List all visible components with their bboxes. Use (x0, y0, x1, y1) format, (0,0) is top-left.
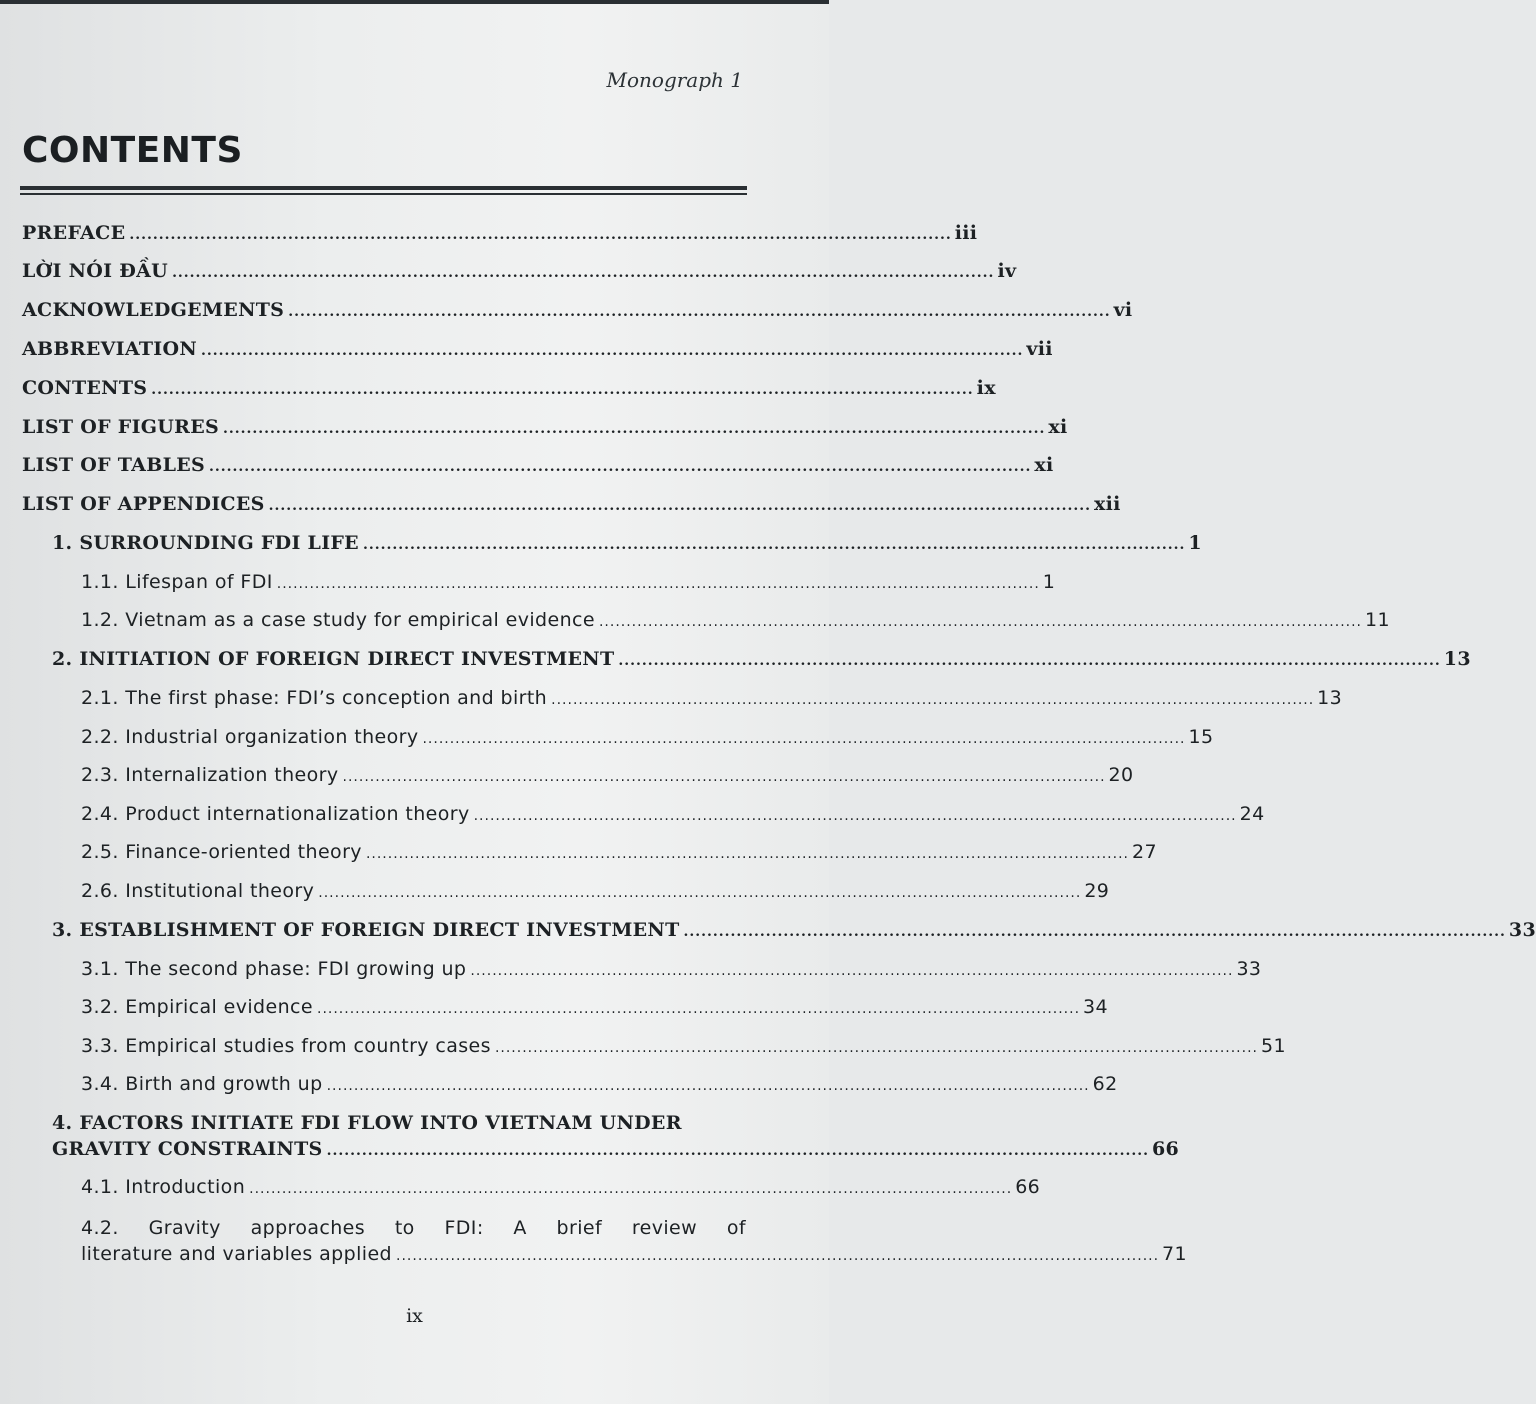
toc-entry-label: 2.2. Industrial organization theory (81, 726, 419, 748)
toc-entry-label: 2.6. Institutional theory (81, 880, 315, 902)
toc-entry-page: ix (976, 377, 996, 399)
toc-section-3-4[interactable] (81, 1073, 1118, 1103)
toc-entry-label: LIST OF TABLES (22, 454, 206, 476)
toc-entry-list-of-appendices[interactable] (22, 493, 1121, 523)
dot-leader: ............................................................................................................................................ (268, 498, 1092, 514)
dot-leader: ............................................................................................................................................ (551, 692, 1315, 708)
dot-leader: ............................................................................................................................................ (318, 885, 1082, 901)
dot-leader: ............................................................................................................................................ (249, 1181, 1013, 1197)
toc-entry-label: 1.2. Vietnam as a case study for empirical evidence (81, 609, 595, 631)
toc-word: Gravity (148, 1217, 221, 1239)
dot-leader: ............................................................................................................................................ (276, 576, 1040, 592)
toc-section-2-6[interactable] (81, 880, 1110, 910)
toc-section-1-2[interactable] (81, 609, 1390, 639)
toc-entry-page: 15 (1188, 726, 1214, 748)
toc-entry-page: 1 (1188, 532, 1202, 554)
toc-entry-label: 3.2. Empirical evidence (81, 996, 313, 1018)
toc-section-2-2[interactable] (81, 726, 1214, 756)
toc-entry-label: 3.4. Birth and growth up (81, 1073, 323, 1095)
dot-leader: ............................................................................................................................................ (396, 1248, 1160, 1264)
dot-leader: ............................................................................................................................................ (365, 846, 1129, 862)
toc-word: 4.2. (81, 1217, 119, 1239)
toc-word: approaches (250, 1217, 366, 1239)
dot-leader: ............................................................................................................................................ (618, 653, 1441, 669)
page-number: ix (406, 1305, 423, 1327)
toc-entry-page: 24 (1239, 803, 1265, 825)
toc-word: of (726, 1217, 746, 1239)
toc-entry-label: 2.5. Finance-oriented theory (81, 841, 362, 863)
dot-leader: ............................................................................................................................................ (494, 1040, 1258, 1056)
dot-leader: ............................................................................................................................................ (151, 382, 974, 398)
dot-leader: ............................................................................................................................................ (129, 227, 952, 243)
dot-leader: ............................................................................................................................................ (201, 343, 1024, 359)
dot-leader: ............................................................................................................................................ (422, 731, 1186, 747)
dot-leader: ............................................................................................................................................ (172, 265, 995, 281)
toc-entry-page: 66 (1151, 1138, 1179, 1160)
toc-entry-page: xi (1048, 416, 1068, 438)
toc-entry-label: CONTENTS (22, 377, 148, 399)
toc-entry-abbreviation[interactable] (22, 338, 1053, 368)
toc-entry-page: iii (954, 222, 978, 244)
dot-leader: ............................................................................................................................................ (598, 614, 1363, 630)
toc-entry-page: xi (1034, 454, 1054, 476)
toc-entry-label: LIST OF FIGURES (22, 416, 220, 438)
dot-leader: ............................................................................................................................................ (342, 769, 1106, 785)
page-title: CONTENTS (22, 130, 243, 171)
toc-entry-list-of-figures[interactable] (22, 416, 1068, 446)
dot-leader: ............................................................................................................................................ (326, 1078, 1090, 1094)
toc-word: to (394, 1217, 415, 1239)
toc-entry-page: 34 (1083, 996, 1109, 1018)
toc-word: review (631, 1217, 698, 1239)
toc-entry-page: vi (1113, 299, 1133, 321)
toc-entry-label-line2: literature and variables applied (81, 1243, 393, 1265)
toc-chapter-1[interactable] (52, 532, 1202, 562)
toc-entry-label: LIST OF APPENDICES (22, 493, 265, 515)
toc-chapter-4[interactable] (52, 1110, 1179, 1164)
toc-section-2-5[interactable] (81, 841, 1157, 871)
toc-entry-page: 29 (1084, 880, 1110, 902)
toc-entry-contents[interactable] (22, 377, 996, 407)
dot-leader: ............................................................................................................................................ (209, 459, 1032, 475)
toc-entry-page: 13 (1317, 687, 1343, 709)
toc-entry-page: 20 (1108, 764, 1134, 786)
toc-entry-loi-noi-dau[interactable] (22, 260, 1017, 290)
toc-entry-page: 11 (1365, 609, 1390, 631)
toc-section-3-3[interactable] (81, 1035, 1286, 1065)
toc-entry-label: 2.1. The first phase: FDI’s conception and birth (81, 687, 548, 709)
toc-entry-list-of-tables[interactable] (22, 454, 1054, 484)
toc-entry-label-line1: 4. FACTORS INITIATE FDI FLOW INTO VIETNAM UNDER (52, 1112, 682, 1134)
toc-entry-label: 2.4. Product internationalization theory (81, 803, 470, 825)
toc-entry-page: 71 (1162, 1243, 1188, 1265)
toc-entry-label: 2.3. Internalization theory (81, 764, 339, 786)
toc-entry-label: 1.1. Lifespan of FDI (81, 571, 273, 593)
toc-entry-label: 2. INITIATION OF FOREIGN DIRECT INVESTMENT (52, 648, 615, 670)
toc-entry-acknowledgements[interactable] (22, 299, 1133, 329)
toc-word: A (513, 1217, 527, 1239)
toc-section-4-2[interactable] (81, 1215, 1188, 1269)
toc-chapter-2[interactable] (52, 648, 1471, 678)
dot-leader: ............................................................................................................................................ (326, 1143, 1149, 1159)
toc-entry-page: 27 (1131, 841, 1157, 863)
toc-entry-preface[interactable] (22, 222, 978, 252)
toc-entry-page: 13 (1443, 648, 1471, 670)
toc-section-3-1[interactable] (81, 958, 1262, 988)
toc-word: FDI: (444, 1217, 484, 1239)
toc-section-2-4[interactable] (81, 803, 1265, 833)
toc-entry-page: xii (1094, 493, 1121, 515)
toc-entry-label: PREFACE (22, 222, 126, 244)
toc-entry-page: 62 (1092, 1073, 1118, 1095)
dot-leader: ............................................................................................................................................ (288, 304, 1111, 320)
toc-chapter-3[interactable] (52, 919, 1536, 949)
toc-entry-label: 3. ESTABLISHMENT OF FOREIGN DIRECT INVESTMENT (52, 919, 680, 941)
toc-entry-label: ABBREVIATION (22, 338, 198, 360)
toc-entry-page: 66 (1015, 1176, 1041, 1198)
running-head: Monograph 1 (606, 68, 743, 92)
toc-entry-page: 1 (1042, 571, 1056, 593)
dot-leader: ............................................................................................................................................ (317, 1001, 1081, 1017)
toc-entry-page: iv (997, 260, 1017, 282)
toc-entry-label: 3.3. Empirical studies from country cases (81, 1035, 491, 1057)
dot-leader: ............................................................................................................................................ (223, 421, 1046, 437)
toc-entry-page: 51 (1260, 1035, 1286, 1057)
toc-entry-page: 33 (1236, 958, 1262, 980)
toc-entry-page: 33 (1508, 919, 1536, 941)
toc-word: brief (556, 1217, 603, 1239)
toc-entry-label: ACKNOWLEDGEMENTS (22, 299, 285, 321)
dot-leader: ............................................................................................................................................ (473, 808, 1237, 824)
toc-section-1-1[interactable] (81, 571, 1056, 601)
toc-section-4-1[interactable] (81, 1176, 1041, 1206)
toc-entry-label: 4.1. Introduction (81, 1176, 246, 1198)
dot-leader: ............................................................................................................................................ (362, 537, 1186, 553)
toc-entry-page: vii (1026, 338, 1053, 360)
toc-entry-label-line1 (81, 1215, 746, 1241)
toc-entry-label-line2: GRAVITY CONSTRAINTS (52, 1138, 323, 1160)
toc-section-2-1[interactable] (81, 687, 1343, 717)
toc-section-2-3[interactable] (81, 764, 1134, 794)
toc-section-3-2[interactable] (81, 996, 1109, 1026)
toc-entry-label: LỜI NÓI ĐẦU (22, 260, 169, 282)
dot-leader: ............................................................................................................................................ (470, 963, 1234, 979)
toc-entry-label: 3.1. The second phase: FDI growing up (81, 958, 467, 980)
toc-entry-label: 1. SURROUNDING FDI LIFE (52, 532, 359, 554)
dot-leader: ............................................................................................................................................ (683, 924, 1506, 940)
